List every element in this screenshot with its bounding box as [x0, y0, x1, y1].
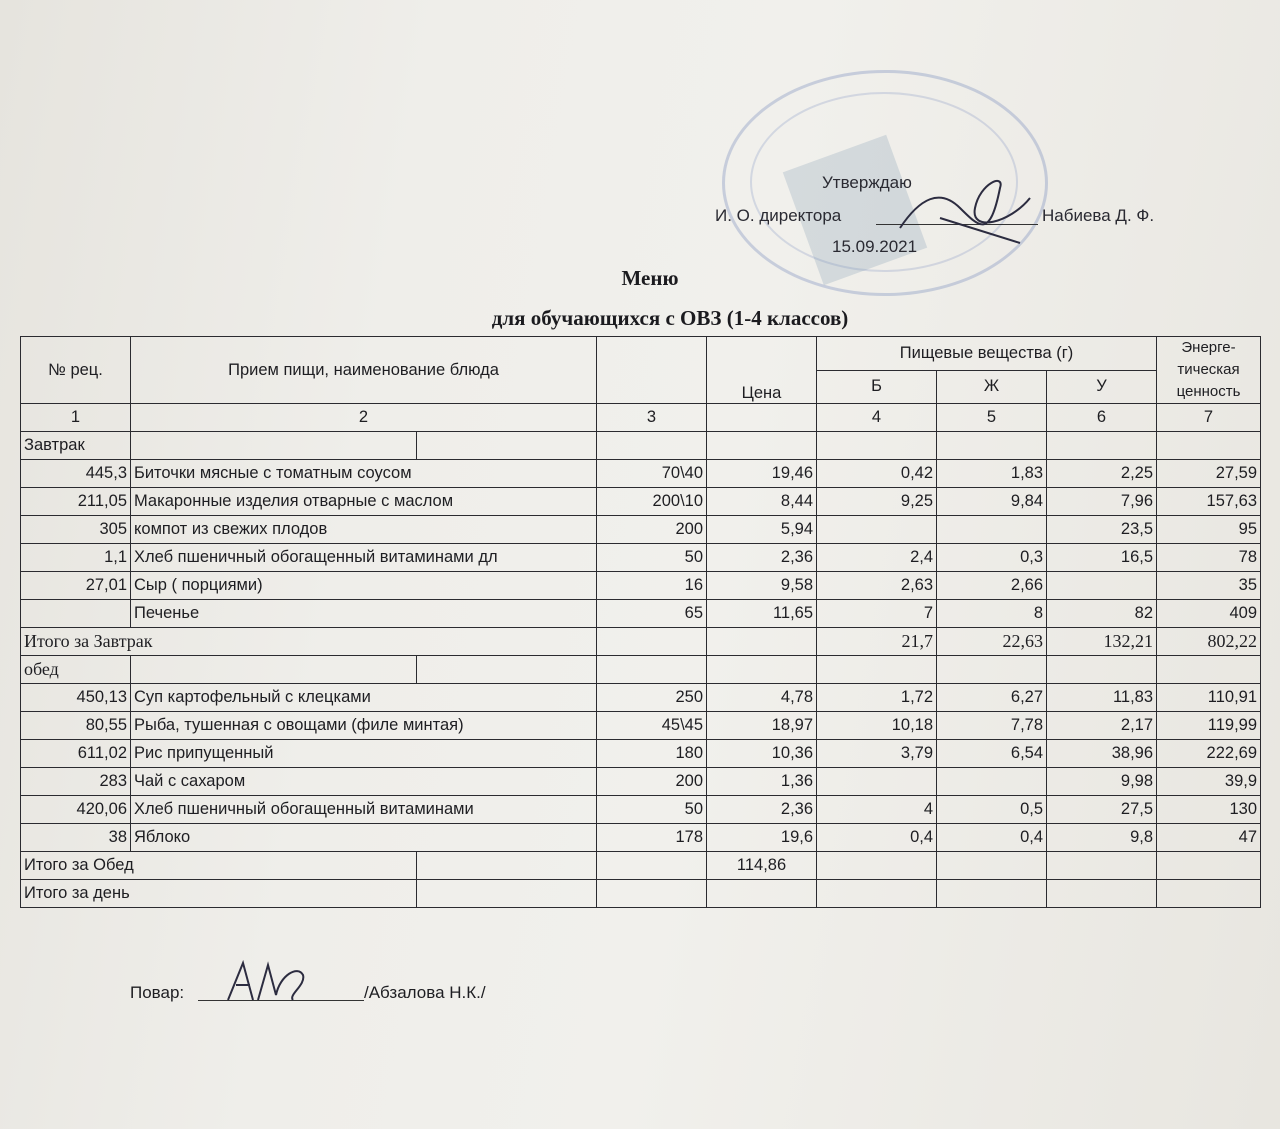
energy-value: 78	[1157, 544, 1261, 572]
recipe-number: 305	[21, 516, 131, 544]
energy-value: 39,9	[1157, 768, 1261, 796]
total-fat: 22,63	[937, 628, 1047, 656]
dish-price: 9,58	[707, 572, 817, 600]
document-subtitle: для обучающихся с ОВЗ (1-4 классов)	[491, 306, 849, 330]
energy-value: 119,99	[1157, 712, 1261, 740]
dish-price: 5,94	[707, 516, 817, 544]
carbs-value: 38,96	[1047, 740, 1157, 768]
dish-price: 18,97	[707, 712, 817, 740]
dish-yield: 65	[597, 600, 707, 628]
dish-yield: 200	[597, 768, 707, 796]
header-row-1	[21, 337, 1261, 371]
energy-value: 409	[1157, 600, 1261, 628]
recipe-number: 611,02	[21, 740, 131, 768]
cook-signature	[218, 955, 318, 1005]
dish-price: 19,6	[707, 824, 817, 852]
col-number: 6	[1047, 404, 1157, 432]
recipe-number: 211,05	[21, 488, 131, 516]
dish-price: 19,46	[707, 460, 817, 488]
total-protein: 21,7	[817, 628, 937, 656]
day-total-row	[21, 880, 1261, 908]
carbs-value: 2,17	[1047, 712, 1157, 740]
col-number: 3	[597, 404, 707, 432]
col-number: 5	[937, 404, 1047, 432]
carbs-value: 2,25	[1047, 460, 1157, 488]
header-carbs: У	[1047, 370, 1157, 404]
lunch-total-row	[21, 852, 1261, 880]
total-label: Итого за день	[21, 880, 417, 908]
total-carbs: 132,21	[1047, 628, 1157, 656]
dish-name: Яблоко	[131, 824, 597, 852]
carbs-value: 9,98	[1047, 768, 1157, 796]
dish-yield: 178	[597, 824, 707, 852]
section-label: обед	[21, 656, 131, 684]
protein-value: 2,63	[817, 572, 937, 600]
recipe-number: 283	[21, 768, 131, 796]
dish-price: 8,44	[707, 488, 817, 516]
cook-name: /Абзалова Н.К./	[364, 983, 486, 1002]
table-row	[21, 572, 1261, 600]
fat-value: 0,5	[937, 796, 1047, 824]
dish-name: Суп картофельный с клецками	[131, 684, 597, 712]
director-signature	[880, 168, 1040, 258]
carbs-value: 27,5	[1047, 796, 1157, 824]
fat-value: 0,3	[937, 544, 1047, 572]
dish-yield: 45\45	[597, 712, 707, 740]
section-label: Завтрак	[21, 432, 131, 460]
protein-value	[817, 516, 937, 544]
cook-label: Повар:	[130, 983, 185, 1002]
fat-value: 7,78	[937, 712, 1047, 740]
protein-value	[817, 768, 937, 796]
energy-value: 47	[1157, 824, 1261, 852]
approval-role: И. О. директора	[715, 206, 842, 225]
dish-name: Рыба, тушенная с овощами (филе минтая)	[131, 712, 597, 740]
header-meal: Прием пищи, наименование блюда	[131, 337, 597, 404]
approval-title: Утверждаю	[822, 173, 912, 192]
protein-value: 4	[817, 796, 937, 824]
lunch-rows	[21, 684, 1261, 852]
recipe-number: 27,01	[21, 572, 131, 600]
col-number: 2	[131, 404, 597, 432]
dish-yield: 16	[597, 572, 707, 600]
dish-name: компот из свежих плодов	[131, 516, 597, 544]
energy-value: 95	[1157, 516, 1261, 544]
table-row	[21, 712, 1261, 740]
dish-name: Биточки мясные с томатным соусом	[131, 460, 597, 488]
dish-name: Хлеб пшеничный обогащенный витаминами дл	[131, 544, 597, 572]
dish-price: 10,36	[707, 740, 817, 768]
col-number: 1	[21, 404, 131, 432]
menu-table	[20, 336, 1261, 908]
dish-name: Чай с сахаром	[131, 768, 597, 796]
dish-yield: 70\40	[597, 460, 707, 488]
carbs-value: 82	[1047, 600, 1157, 628]
protein-value: 7	[817, 600, 937, 628]
dish-yield: 200	[597, 516, 707, 544]
col-number	[707, 404, 817, 432]
table-row	[21, 600, 1261, 628]
dish-price: 4,78	[707, 684, 817, 712]
dish-price: 2,36	[707, 544, 817, 572]
carbs-value: 7,96	[1047, 488, 1157, 516]
col-number: 7	[1157, 404, 1261, 432]
table-row	[21, 488, 1261, 516]
energy-value: 110,91	[1157, 684, 1261, 712]
dish-yield: 250	[597, 684, 707, 712]
protein-value: 0,4	[817, 824, 937, 852]
dish-yield: 200\10	[597, 488, 707, 516]
protein-value: 9,25	[817, 488, 937, 516]
protein-value: 3,79	[817, 740, 937, 768]
recipe-number: 445,3	[21, 460, 131, 488]
recipe-number	[21, 600, 131, 628]
fat-value	[937, 768, 1047, 796]
carbs-value: 11,83	[1047, 684, 1157, 712]
section-row-lunch	[21, 656, 1261, 684]
dish-price: 2,36	[707, 796, 817, 824]
fat-value	[937, 516, 1047, 544]
fat-value: 6,54	[937, 740, 1047, 768]
dish-yield: 50	[597, 796, 707, 824]
total-label: Итого за Обед	[21, 852, 417, 880]
fat-value: 0,4	[937, 824, 1047, 852]
header-price: Цена	[707, 337, 817, 404]
carbs-value	[1047, 572, 1157, 600]
table-row	[21, 740, 1261, 768]
recipe-number: 450,13	[21, 684, 131, 712]
approval-date: 15.09.2021	[832, 237, 918, 256]
table-row	[21, 824, 1261, 852]
energy-value: 130	[1157, 796, 1261, 824]
table-row	[21, 544, 1261, 572]
dish-name: Хлеб пшеничный обогащенный витаминами	[131, 796, 597, 824]
total-label: Итого за Завтрак	[21, 628, 597, 656]
breakfast-total-row	[21, 628, 1261, 656]
fat-value: 1,83	[937, 460, 1047, 488]
column-number-row	[21, 404, 1261, 432]
dish-name: Печенье	[131, 600, 597, 628]
table-row	[21, 460, 1261, 488]
dish-name: Рис припущенный	[131, 740, 597, 768]
header-protein: Б	[817, 370, 937, 404]
recipe-number: 38	[21, 824, 131, 852]
energy-value: 27,59	[1157, 460, 1261, 488]
recipe-number: 80,55	[21, 712, 131, 740]
protein-value: 0,42	[817, 460, 937, 488]
header-nutrients: Пищевые вещества (г)	[817, 337, 1157, 371]
header-yield	[597, 337, 707, 404]
recipe-number: 420,06	[21, 796, 131, 824]
approval-name: Набиева Д. Ф.	[1042, 206, 1155, 225]
dish-name: Макаронные изделия отварные с маслом	[131, 488, 597, 516]
dish-price: 1,36	[707, 768, 817, 796]
header-energy: Энерге-тическая ценность	[1157, 337, 1261, 404]
carbs-value: 23,5	[1047, 516, 1157, 544]
section-row-breakfast	[21, 432, 1261, 460]
header-rec: № рец.	[21, 337, 131, 404]
protein-value: 1,72	[817, 684, 937, 712]
dish-price: 11,65	[707, 600, 817, 628]
col-number: 4	[817, 404, 937, 432]
energy-value: 157,63	[1157, 488, 1261, 516]
energy-value: 35	[1157, 572, 1261, 600]
energy-value: 222,69	[1157, 740, 1261, 768]
carbs-value: 16,5	[1047, 544, 1157, 572]
table-row	[21, 796, 1261, 824]
recipe-number: 1,1	[21, 544, 131, 572]
total-energy: 802,22	[1157, 628, 1261, 656]
carbs-value: 9,8	[1047, 824, 1157, 852]
header-fat: Ж	[937, 370, 1047, 404]
table-row	[21, 684, 1261, 712]
dish-yield: 50	[597, 544, 707, 572]
fat-value: 8	[937, 600, 1047, 628]
document-title: Меню	[621, 266, 679, 290]
dish-yield: 180	[597, 740, 707, 768]
fat-value: 9,84	[937, 488, 1047, 516]
protein-value: 10,18	[817, 712, 937, 740]
breakfast-rows	[21, 460, 1261, 628]
fat-value: 2,66	[937, 572, 1047, 600]
dish-name: Сыр ( порциями)	[131, 572, 597, 600]
fat-value: 6,27	[937, 684, 1047, 712]
total-price: 114,86	[707, 852, 817, 880]
table-row	[21, 516, 1261, 544]
table-row	[21, 768, 1261, 796]
protein-value: 2,4	[817, 544, 937, 572]
